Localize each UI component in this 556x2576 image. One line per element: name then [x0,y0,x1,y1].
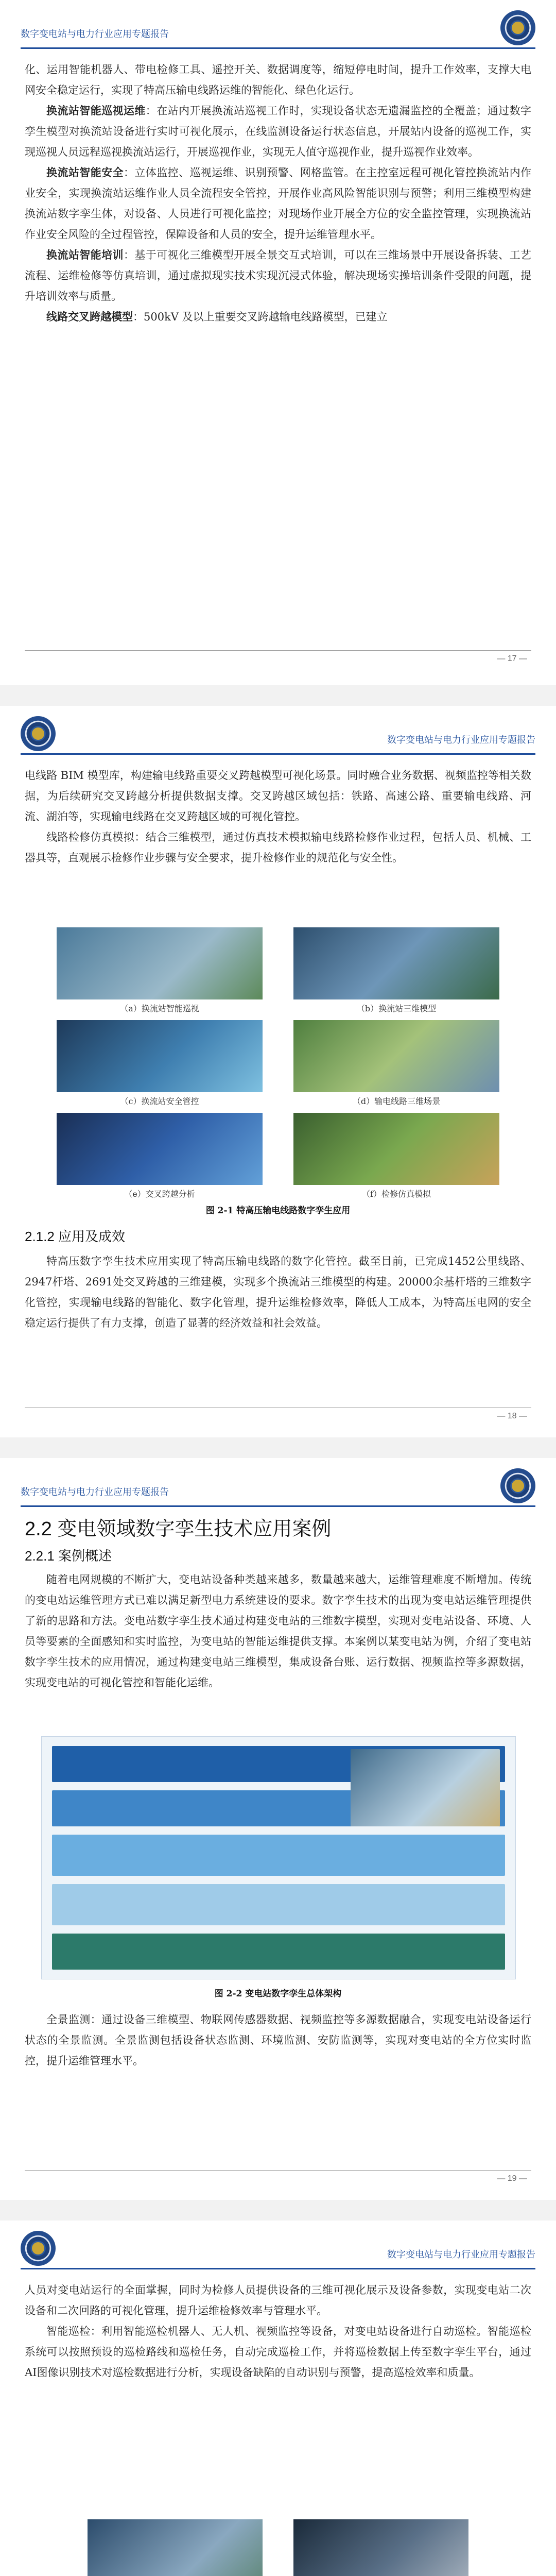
org-logo-icon [500,1468,535,1503]
page-header [21,2230,535,2266]
header-title: 数字变电站与电力行业应用专题报告 [387,2249,535,2260]
lead-phrase: 换流站智能安全 [46,166,124,179]
lead-phrase: 线路交叉跨越模型 [46,310,133,323]
figure-caption: （f）检修仿真模拟 [362,1189,431,1199]
paragraph: 人员对变电站运行的全面掌握，同时为检修人员提供设备的三维可视化展示及设备参数，实现变电站二次设备和二次回路的可视化管理，提升运维检修效率与管理水平。 [25,2284,531,2317]
page-gap [0,685,556,706]
paragraph: 特高压数字孪生技术应用实现了特高压输电线路的数字化管控。截至目前，已完成1452公里线路、2947杆塔、2691处交叉跨越的三维建模，实现多个换流站三维模型的构建。20000余基杆塔的三维数字化管控，实现输电线路的智能化、数字化管理，提升运维检修效率，降低人工成本，为特高压电网的安全稳定运行提供了有力支撑，创造了显著的经济效益和社会效益。 [25,1255,531,1329]
figure-caption: （a）换流站智能巡视 [120,1004,199,1013]
org-logo-icon [21,2231,56,2266]
paragraph: 智能巡检：利用智能巡检机器人、无人机、视频监控等设备，对变电站设备进行自动巡检。智能巡检系统可以按照预设的巡检路线和巡检任务，自动完成巡检工作，并将巡检数据上传至数字孪生平台，通过AI图像识别技术对巡检数据进行分析，实现设备缺陷的自动识别与预警，提高巡检效率和质量。 [25,2325,531,2379]
page-header [21,9,535,45]
header-rule [21,2268,535,2269]
footer-rule [25,2170,531,2171]
page-header [21,1467,535,1503]
page-number: — 19 — [497,2174,527,2183]
page-number: — 17 — [497,654,527,663]
page-body [25,59,531,327]
figure-title: 图 2-2 变电站数字孪生总体架构 [214,1989,342,1999]
page-body [25,1519,531,1693]
header-rule [21,1505,535,1507]
figure-caption: （e）交叉跨越分析 [124,1189,195,1199]
arch-layer [52,1934,505,1970]
figure-image [293,1020,499,1092]
page-gap [0,1437,556,1458]
page-number: — 18 — [497,1412,527,1420]
header-rule [21,753,535,755]
page-2 [0,706,556,1437]
figure-caption: （c）换流站安全管控 [120,1096,199,1106]
figure-image [293,927,499,999]
architecture-figure [41,1736,516,1979]
lead-phrase: 换流站智能培训 [46,248,124,261]
figure-image [57,1020,263,1092]
figure-caption: （b）换流站三维模型 [356,1004,437,1013]
section-title: 2.2 变电领域数字孪生技术应用案例 [25,1518,332,1540]
figure-image [88,2519,263,2576]
figure-title: 图 2-1 特高压输电线路数字孪生应用 [205,1206,351,1216]
footer-rule [25,650,531,651]
paragraph: 全景监测：通过设备三维模型、物联网传感器数据、视频监控等多源数据融合，实现变电站设备运行状态的全景监测。全景监测包括设备状态监测、环境监测、安防监测等，实现对变电站的全方位实时监控，提升运维管理水平。 [25,2013,531,2067]
page-gap [0,2200,556,2221]
figure-grid [57,927,499,1199]
section-body [25,2009,531,2071]
paragraph: 电线路 BIM 模型库，构建输电线路重要交叉跨越模型可视化场景。同时融合业务数据、视频监控等相关数据，为后续研究交叉跨越分析提供数据支撑。交叉跨越区域包括：铁路、高速公路、重要输电线路、河流、湖泊等，实现输电线路在交叉跨越区域的可视化管控。 [25,769,531,823]
paragraph: 换流站智能巡视运维：在站内开展换流站巡视工作时，实现设备状态无遗漏监控的全覆盖；通过数字孪生模型对换流站设备进行实时可视化展示，在线监测设备运行状态信息，开展站内设备的巡视工作，实现巡视人员远程巡视换流站运行，开展巡视作业，实现无人值守巡视作业，提升巡视作业效率。 [25,104,532,158]
page-3 [0,1458,556,2200]
org-logo-icon [500,10,535,45]
page-body [25,2280,531,2383]
header-title: 数字变电站与电力行业应用专题报告 [387,735,535,745]
arch-photo [351,1749,500,1826]
figure-image [57,927,263,999]
paragraph: 线路检修仿真模拟：结合三维模型，通过仿真技术模拟输电线路检修作业过程，包括人员、机械、工器具等，直观展示检修作业步骤与安全要求，提升检修作业的规范化与安全性。 [25,831,531,864]
paragraph: 线路交叉跨越模型：500kV 及以上重要交叉跨越输电线路模型，已建立 [46,310,388,323]
section-heading: 2.1.2 应用及成效 [25,1229,126,1244]
header-title: 数字变电站与电力行业应用专题报告 [21,29,169,39]
arch-layer [52,1884,505,1925]
page-4 [0,2221,556,2576]
paragraph: 换流站智能安全：立体监控、巡视运维、识别预警、网格监管。在主控室远程可视化管控换流站内作业安全，实现换流站运维作业人员全流程安全管控，开展作业高风险智能识别与预警；利用三维模型构建换流站数字孪生体，对设备、人员进行可视化监控；对现场作业开展全方位的安全监控管理，实现换流站作业安全风险的全过程管控，保障设备和人员的安全，提升运维管理水平。 [25,166,532,241]
header-rule [21,47,535,49]
paragraph: 化、运用智能机器人、带电检修工具、遥控开关、数据调度等，缩短停电时间，提升工作效率，支撑大电网安全稳定运行，实现了特高压输电线路运维的智能化、绿色化运行。 [25,63,531,96]
subsection-title: 2.2.1 案例概述 [25,1548,112,1564]
paragraph: 随着电网规模的不断扩大，变电站设备种类越来越多，数量越来越大，运维管理难度不断增加。传统的变电站运维管理方式已难以满足新型电力系统建设的要求。数字孪生技术的出现为变电站运维管理提供了新的思路和方法。变电站数字孪生技术通过构建变电站的三维数字模型，实现对变电站设备、环境、人员等要素的全面感知和实时监控，为变电站的智能运维提供支撑。本案例以某变电站为例，介绍了变电站数字孪生技术的应用情况，通过构建变电站三维模型，集成设备台账、运行数据、视频监控等多源数据，实现变电站的可视化管控和智能化运维。 [25,1573,531,1689]
org-logo-icon [21,716,56,751]
section-body [25,1226,531,1333]
page-1 [0,0,556,685]
page-header [21,715,535,751]
page-body [25,765,531,868]
lead-phrase: 换流站智能巡视运维 [46,104,146,117]
figure-image [293,2519,468,2576]
figure-caption: （d）输电线路三维场景 [352,1096,441,1106]
paragraph: 换流站智能培训：基于可视化三维模型开展全景交互式培训，可以在三维场景中开展设备拆装、工艺流程、运维检修等仿真培训，通过虚拟现实技术实现沉浸式体验，解决现场实操培训条件受限的问题，提升培训效率与质量。 [25,248,532,302]
arch-layer [52,1835,505,1876]
header-title: 数字变电站与电力行业应用专题报告 [21,1487,169,1497]
figure-image [57,1113,263,1185]
figure-image [293,1113,499,1185]
